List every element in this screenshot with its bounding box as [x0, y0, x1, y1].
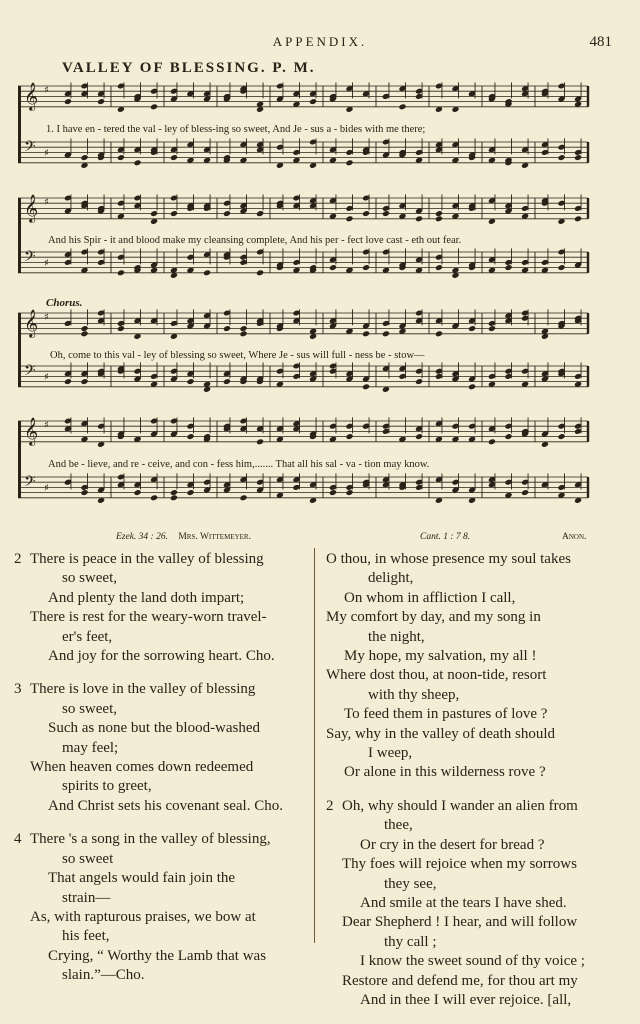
chorus-label: Chorus. [46, 297, 83, 309]
note-head [521, 489, 529, 496]
verse [14, 550, 304, 666]
note-head [329, 264, 337, 271]
verse-line: spirits to greet, [62, 778, 152, 795]
note-head [170, 210, 178, 217]
verse-line: O thou, in whose presence my soul takes [326, 551, 571, 567]
note-head [435, 210, 443, 217]
treble-clef-icon: 𝄞 [24, 82, 39, 110]
verse-line: Or cry in the desert for bread ? [360, 836, 545, 853]
note-head [80, 489, 88, 496]
verse-line: That angels would fain join the [48, 870, 236, 887]
key-signature-icon: ♯ [44, 197, 49, 208]
note-head [504, 264, 512, 271]
note-head [186, 433, 194, 440]
note-head [186, 489, 194, 496]
verse-line: so sweet [62, 850, 114, 867]
key-signature-icon: ♯ [44, 483, 49, 494]
system-bracket [18, 421, 21, 498]
note-head [256, 210, 264, 217]
verse-line: Or alone in this wilderness rove ? [344, 764, 546, 781]
note-head [435, 215, 443, 222]
note-head [468, 325, 476, 332]
note-head [97, 98, 105, 105]
author-left: Mrs. Wittemeyer. [178, 532, 251, 542]
note-head [345, 433, 353, 440]
bass-clef-icon: 𝄢 [24, 473, 36, 494]
bass-clef-icon: 𝄢 [24, 248, 36, 269]
note-head [256, 438, 264, 445]
note-head [256, 269, 264, 276]
note-head [504, 433, 512, 440]
note-head [239, 325, 247, 332]
attribution-right-author [562, 532, 586, 542]
note-head [223, 325, 231, 332]
note-head [415, 433, 423, 440]
note-head [362, 210, 370, 217]
verse-line: may feel; [62, 739, 119, 756]
verse-line: Thy foes will rejoice when my sorrows [342, 856, 577, 873]
verse-line: As, with rapturous praises, we bow at [30, 908, 256, 925]
key-signature-icon: ♯ [44, 372, 49, 383]
note-head [435, 264, 443, 271]
treble-clef-icon: 𝄞 [24, 309, 39, 337]
bass-clef-icon: 𝄢 [24, 138, 36, 159]
note-head [398, 103, 406, 110]
key-signature-icon: ♯ [44, 312, 49, 323]
note-head [345, 489, 353, 496]
note-head [415, 378, 423, 385]
attribution-left [116, 532, 251, 542]
note-head [150, 103, 158, 110]
note-head [382, 330, 390, 337]
verse-line: On whom in affliction I call, [344, 589, 516, 606]
verse [326, 550, 598, 783]
system-bracket [18, 198, 21, 273]
verse-line: When heaven comes down redeemed [30, 759, 254, 776]
note-head [186, 378, 194, 385]
verse-line: And joy for the sorrowing heart. Cho. [48, 648, 275, 665]
note-head [203, 269, 211, 276]
note-head [80, 325, 88, 332]
verse-line: strain— [62, 889, 111, 906]
verse-line: the night, [368, 628, 425, 645]
verse-line: And in thee I will ever rejoice. [all, [360, 991, 572, 1008]
note-head [415, 215, 423, 222]
verse-line: thee, [384, 817, 413, 834]
left-column [14, 550, 304, 1000]
verse-line: his feet, [62, 928, 110, 945]
column-divider [314, 548, 315, 943]
note-head [557, 433, 565, 440]
note-head [80, 378, 88, 385]
verse-number: 2 [326, 797, 334, 814]
system-bracket [18, 86, 21, 163]
verse-line: Restore and defend me, for thou art my [342, 972, 578, 989]
verse-line: Where dost thou, at noon-tide, resort [326, 667, 547, 684]
note-head [345, 215, 353, 222]
verse-line: Dear Shepherd ! I hear, and will follow [342, 914, 578, 931]
verse-number: 3 [14, 681, 22, 698]
note-head [150, 494, 158, 501]
verse-number: 4 [14, 831, 22, 848]
note-head [362, 330, 370, 337]
lyric-line-4: And be - lieve, and re - ceive, and con - fess him,....... That all his sal - va - tion may know. [48, 459, 430, 470]
note-head [435, 330, 443, 337]
note-head [557, 264, 565, 271]
running-title: APPENDIX. [272, 34, 368, 49]
note-head [362, 264, 370, 271]
author-right: Anon. [562, 532, 587, 542]
note-head [170, 154, 178, 161]
verse-line: I weep, [368, 745, 413, 762]
verse-line: Crying, “ Worthy the Lamb that was [48, 947, 267, 964]
note-head [117, 154, 125, 161]
note-head [170, 489, 178, 496]
verse-line: I know the sweet sound of thy voice ; [360, 953, 585, 970]
note-head [574, 154, 582, 161]
attribution-right-ref [420, 532, 470, 542]
verse [14, 680, 304, 816]
verse-line: My comfort by day, and my song in [326, 609, 541, 626]
verse-line: And smile at the tears I have shed. [360, 894, 567, 911]
verse-line: There is rest for the weary-worn travel- [30, 609, 267, 626]
note-head [133, 159, 141, 166]
verse [326, 797, 598, 1010]
verse-line: so sweet, [62, 570, 117, 587]
note-head [488, 325, 496, 332]
lyric-line-1: 1. I have en - tered the val - ley of bless-ing so sweet, And Je - sus a - bides with me there; [46, 124, 426, 135]
note-head [574, 215, 582, 222]
verse-number: 2 [14, 551, 22, 567]
verse-line: er's feet, [62, 628, 113, 645]
note-head [223, 378, 231, 385]
right-column [326, 550, 598, 1024]
note-head [80, 330, 88, 337]
verse-line: they see, [384, 875, 437, 892]
scripture-ref-right: Cant. 1 : 7 8. [420, 532, 471, 542]
lyric-line-3: Oh, come to this val - ley of blessing so sweet, Where Je - sus will full - ness be - stow— [50, 350, 425, 361]
note-head [345, 159, 353, 166]
note-head [133, 489, 141, 496]
note-head [239, 494, 247, 501]
scripture-ref-left: Ezek. 34 : 26. [116, 532, 168, 542]
key-signature-icon: ♯ [44, 148, 49, 159]
verse-line: My hope, my salvation, my all ! [344, 648, 537, 665]
note-head [488, 438, 496, 445]
note-head [382, 210, 390, 217]
verse-line: thy call ; [384, 933, 437, 950]
note-head [117, 269, 125, 276]
verse-line: delight, [368, 570, 414, 587]
verse-line: Say, why in the valley of death should [326, 725, 555, 742]
note-head [223, 210, 231, 217]
note-head [64, 378, 72, 385]
note-head [309, 98, 317, 105]
verse-line: And Christ sets his covenant seal. Cho. [48, 797, 283, 814]
verse-line: slain.”—Cho. [62, 967, 145, 984]
verse [14, 830, 304, 985]
note-head [150, 210, 158, 217]
note-head [557, 154, 565, 161]
treble-clef-icon: 𝄞 [24, 417, 39, 445]
key-signature-icon: ♯ [44, 258, 49, 269]
verse-line: with thy sheep, [368, 686, 460, 703]
verse-line: To feed them in pastures of love ? [344, 706, 548, 723]
note-head [362, 383, 370, 390]
page-number: 481 [589, 34, 612, 50]
key-signature-icon: ♯ [44, 420, 49, 431]
verse-line: Such as none but the blood-washed [48, 720, 261, 737]
note-head [64, 98, 72, 105]
hymn-title: VALLEY OF BLESSING. P. M. [62, 60, 316, 76]
bass-clef-icon: 𝄢 [24, 362, 36, 383]
note-head [329, 489, 337, 496]
verse-line: There is love in the valley of blessing [30, 681, 256, 698]
note-head [468, 383, 476, 390]
verse-line: There is peace in the valley of blessing [30, 551, 264, 567]
system-bracket [18, 313, 21, 387]
note-head [80, 154, 88, 161]
note-head [239, 330, 247, 337]
lyric-line-2: And his Spir - it and blood make my cleansing complete, And his per - fect love cast - eth out fear. [48, 235, 462, 246]
verse-line: Oh, why should I wander an alien from [342, 797, 578, 814]
verse-line: And plenty the land doth impart; [48, 589, 245, 606]
note-head [117, 325, 125, 332]
note-head [170, 494, 178, 501]
treble-clef-icon: 𝄞 [24, 194, 39, 222]
key-signature-icon: ♯ [44, 85, 49, 96]
verse-line: so sweet, [62, 700, 117, 717]
verse-line: There 's a song in the valley of blessing, [30, 831, 271, 848]
